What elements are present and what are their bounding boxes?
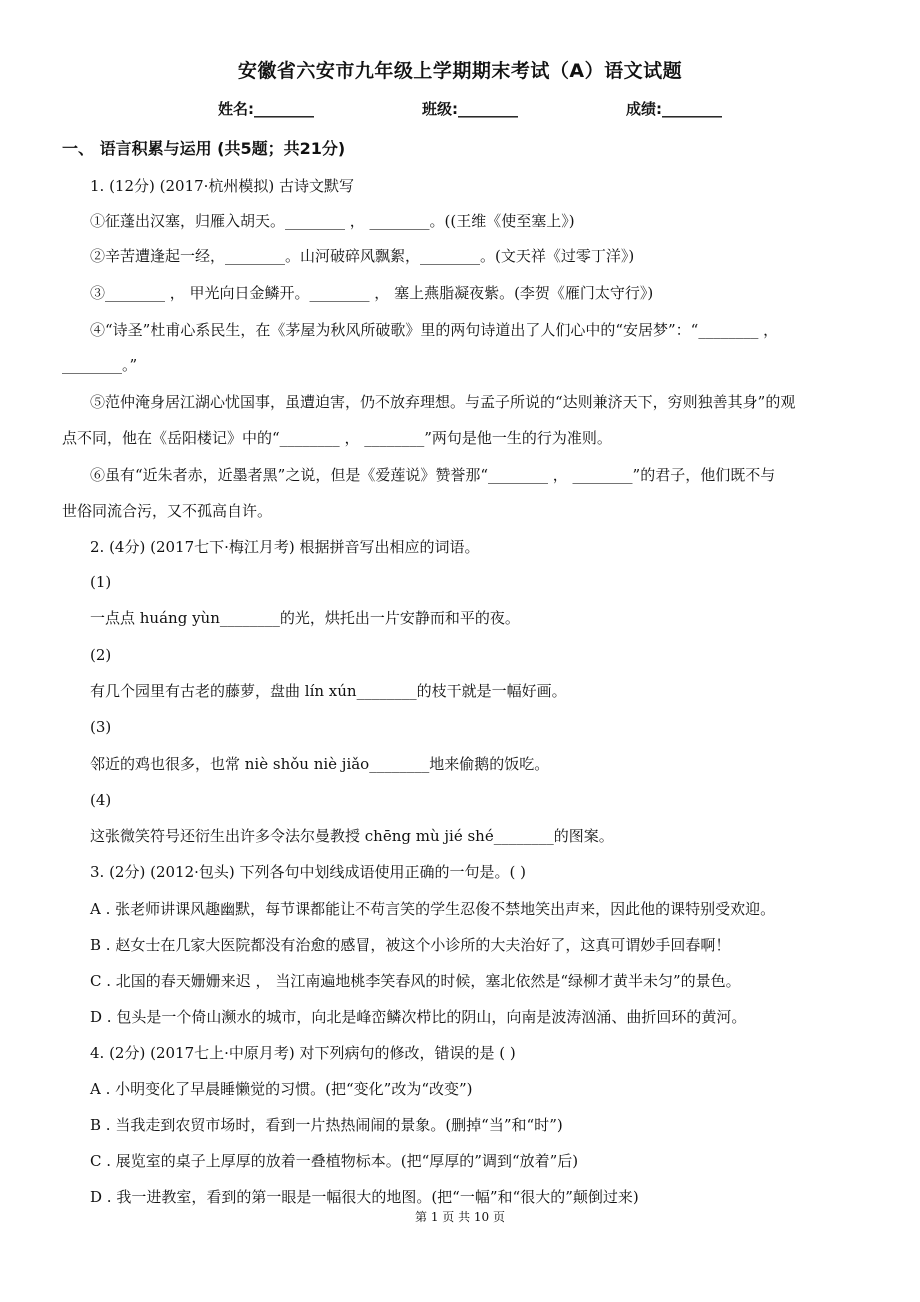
question-2-sub-3: 邻近的鸡也很多，也常 niè shǒu niè jiǎo________地来偷鹅的饭吃。 <box>90 755 550 773</box>
question-1-item-4-cont: ________。” <box>62 356 138 374</box>
question-2-stem: 2. (4分) (2017七下·梅江月考) 根据拼音写出相应的词语。 <box>90 538 480 556</box>
question-4-option-c: C . 展览室的桌子上厚厚的放着一叠植物标本。(把“厚厚的”调到“放着”后) <box>90 1152 579 1170</box>
exam-title: 安徽省六安市九年级上学期期末考试（A）语文试题 <box>237 60 683 82</box>
question-3-option-a: A . 张老师讲课风趣幽默，每节课都能让不苟言笑的学生忍俊不禁地笑出声来，因此他的课特别受欢迎。 <box>90 900 776 918</box>
question-3-option-b: B . 赵女士在几家大医院都没有治愈的感冒，被这个小诊所的大夫治好了，这真可谓妙手回春啊！ <box>90 936 731 954</box>
question-2-sub-4: 这张微笑符号还衍生出许多令法尔曼教授 chēng mù jié shé________的图案。 <box>90 827 614 845</box>
question-4-stem: 4. (2分) (2017七上·中原月考) 对下列病句的修改，错误的是 ( ) <box>90 1044 516 1062</box>
question-2-sub-2: 有几个园里有古老的藤萝，盘曲 lín xún________的枝干就是一幅好画。 <box>90 682 567 700</box>
question-1-item-1: ①征蓬出汉塞，归雁入胡天。________ ， ________。((王维《使至塞上》) <box>90 212 575 230</box>
question-4-option-b: B . 当我走到农贸市场时，看到一片热热闹闹的景象。(删掉“当”和“时”) <box>90 1116 563 1134</box>
page-number: 第 1 页 共 10 页 <box>415 1210 505 1224</box>
score-field: 成绩:________ <box>626 100 722 118</box>
question-1-item-6: ⑥虽有“近朱者赤，近墨者黑”之说，但是《爱莲说》赞誉那“________ ， ________”的君子，他们既不与 <box>90 466 776 484</box>
question-2-sub-2-label: (2) <box>90 646 112 664</box>
question-1-item-5-cont: 点不同，他在《岳阳楼记》中的“________ ， ________”两句是他一生的行为准则。 <box>62 429 612 447</box>
question-1-stem: 1. (12分) (2017·杭州模拟) 古诗文默写 <box>90 177 355 195</box>
name-field: 姓名:________ <box>218 100 314 118</box>
question-2-sub-1-label: (1) <box>90 573 112 591</box>
question-2-sub-4-label: (4) <box>90 791 112 809</box>
question-1-item-6-cont: 世俗同流合污，又不孤高自许。 <box>62 502 273 520</box>
question-2-sub-1: 一点点 huáng yùn________的光，烘托出一片安静而和平的夜。 <box>90 609 520 627</box>
question-1-item-3: ③________ ， 甲光向日金鳞开。________ ， 塞上燕脂凝夜紫。(李贺《雁门太守行》) <box>90 284 654 302</box>
question-4-option-d: D . 我一进教室，看到的第一眼是一幅很大的地图。(把“一幅”和“很大的”颠倒过来) <box>90 1188 639 1206</box>
question-3-option-d: D . 包头是一个倚山濒水的城市，向北是峰峦鳞次栉比的阴山，向南是波涛汹涌、曲折回环的黄河。 <box>90 1008 747 1026</box>
question-3-option-c: C . 北国的春天姗姗来迟 ， 当江南遍地桃李笑春风的时候，塞北依然是“绿柳才黄半未匀”的景色。 <box>90 972 741 990</box>
question-4-option-a: A . 小明变化了早晨睡懒觉的习惯。(把“变化”改为“改变”) <box>90 1080 473 1098</box>
section-heading: 一、 语言积累与运用 (共5题；共21分) <box>62 139 346 158</box>
class-field: 班级:________ <box>422 100 518 118</box>
question-1-item-4: ④“诗圣”杜甫心系民生，在《茅屋为秋风所破歌》里的两句诗道出了人们心中的“安居梦”：“________ ， <box>90 321 779 339</box>
question-3-stem: 3. (2分) (2012·包头) 下列各句中划线成语使用正确的一句是。( ) <box>90 863 526 881</box>
question-2-sub-3-label: (3) <box>90 718 112 736</box>
question-1-item-2: ②辛苦遭逢起一经，________。山河破碎风飘絮，________。(文天祥《过零丁洋》) <box>90 247 635 265</box>
question-1-item-5: ⑤范仲淹身居江湖心忧国事，虽遭迫害，仍不放弃理想。与孟子所说的“达则兼济天下，穷则独善其身”的观 <box>90 393 796 411</box>
